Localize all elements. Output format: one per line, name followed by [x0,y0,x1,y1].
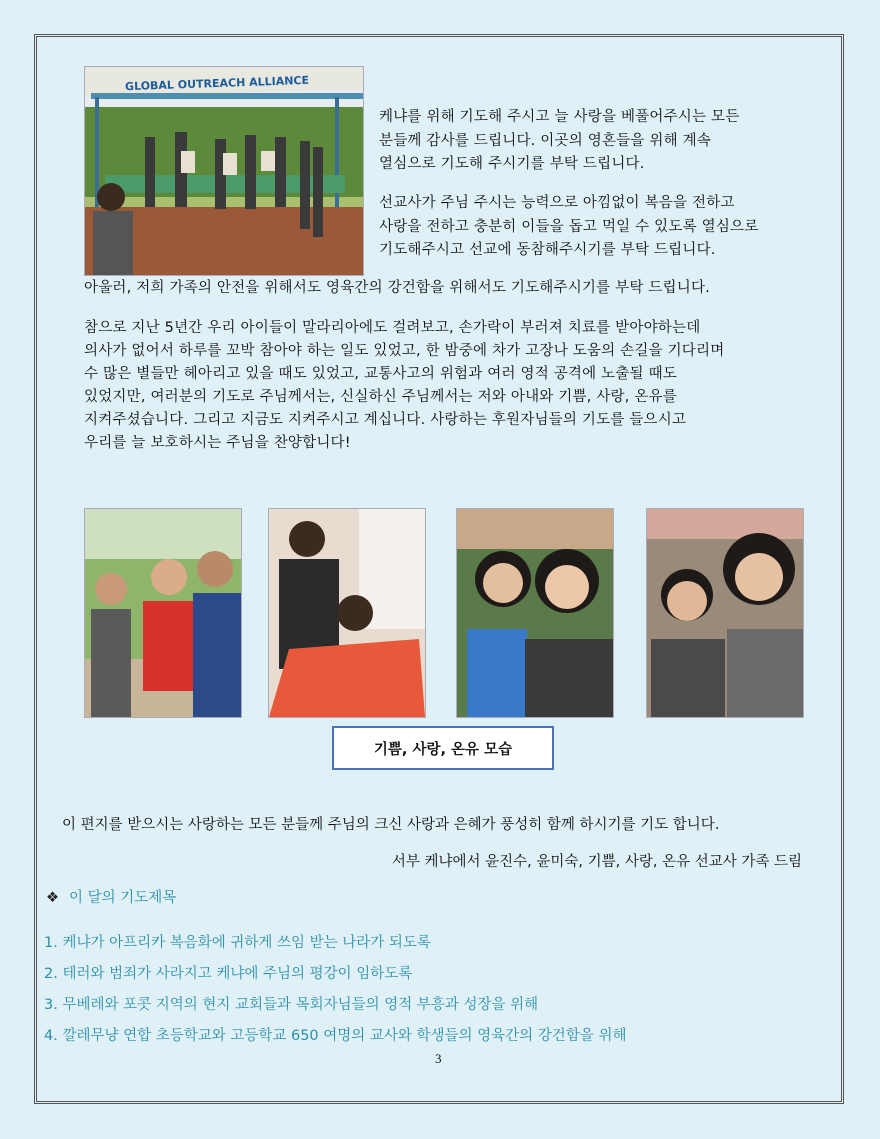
outreach-photo [84,66,364,276]
signature: 서부 케냐에서 윤진수, 윤미숙, 기쁨, 사랑, 온유 선교사 가족 드림 [391,854,802,870]
intro-line-2: 분들께 감사를 드립니다. 이곳의 영혼들을 위해 계속 [379,133,712,149]
page-number: 3 [435,1051,442,1066]
photo-caption-text: 기쁨, 사랑, 온유 모습 [373,741,513,758]
diamond-bullet-icon: ❖ [46,890,59,906]
intro-line-1: 케냐를 위해 기도해 주시고 늘 사랑을 베풀어주시는 모든 [379,109,740,125]
prayer-item-1: 1. 케냐가 아프리카 복음화에 귀하게 쓰임 받는 나라가 되도록 [44,935,431,951]
prayer-title-text: 이 달의 기도제목 [69,890,177,906]
outreach-sign-text: GLOBAL OUTREACH ALLIANCE [124,73,310,94]
prayer-item-2: 2. 테러와 범죄가 사라지고 케냐에 주님의 평강이 임하도록 [44,966,413,982]
intro-line-5: 사랑을 전하고 충분히 이들을 돕고 먹일 수 있도록 열심으로 [379,219,759,235]
prayer-item-3: 3. 무베레와 포콧 지역의 현지 교회들과 목회자님들의 영적 부흥과 성장을 위해 [44,997,539,1013]
testimony-line-5: 지켜주셨습니다. 그리고 지금도 지켜주시고 계십니다. 사랑하는 후원자님들의 기도를 들으시고 [84,412,687,428]
testimony-line-6: 우리를 늘 보호하시는 주님을 찬양합니다! [84,435,351,451]
intro-line-3: 열심으로 기도해 주시기를 부탁 드립니다. [379,156,645,172]
intro-line-6: 기도해주시고 선교에 동참해주시기를 부탁 드립니다. [379,242,716,258]
family-photo-4 [646,508,804,718]
family-photo-2 [268,508,426,718]
closing-blessing: 이 편지를 받으시는 사랑하는 모든 분들께 주님의 크신 사랑과 은혜가 풍성히 함께 하시기를 기도 합니다. [62,817,720,833]
testimony-line-4: 있었지만, 여러분의 기도로 주님께서는, 신실하신 주님께서는 저와 아내와 기쁨, 사랑, 온유를 [84,389,677,405]
family-photo-1 [84,508,242,718]
prayer-section-title [46,886,176,907]
family-photo-3 [456,508,614,718]
intro-line-4: 선교사가 주님 주시는 능력으로 아낌없이 복음을 전하고 [379,195,735,211]
family-paragraph: 아울러, 저희 가족의 안전을 위해서도 영육간의 강건함을 위해서도 기도해주시기를 부탁 드립니다. [84,280,710,296]
testimony-line-1: 참으로 지난 5년간 우리 아이들이 말라리아에도 걸려보고, 손가락이 부러져 치료를 받아야하는데 [84,320,701,336]
prayer-item-4: 4. 깔레무냥 연합 초등학교와 고등학교 650 여명의 교사와 학생들의 영육간의 강건함을 위해 [44,1028,627,1044]
testimony-line-2: 의사가 없어서 하루를 꼬박 참아야 하는 일도 있었고, 한 밤중에 차가 고장나 도움의 손길을 기다리며 [84,343,725,359]
photo-caption-box [332,726,554,770]
testimony-line-3: 수 많은 별들만 헤아리고 있을 때도 있었고, 교통사고의 위험과 여러 영적 공격에 노출될 때도 [84,366,677,382]
